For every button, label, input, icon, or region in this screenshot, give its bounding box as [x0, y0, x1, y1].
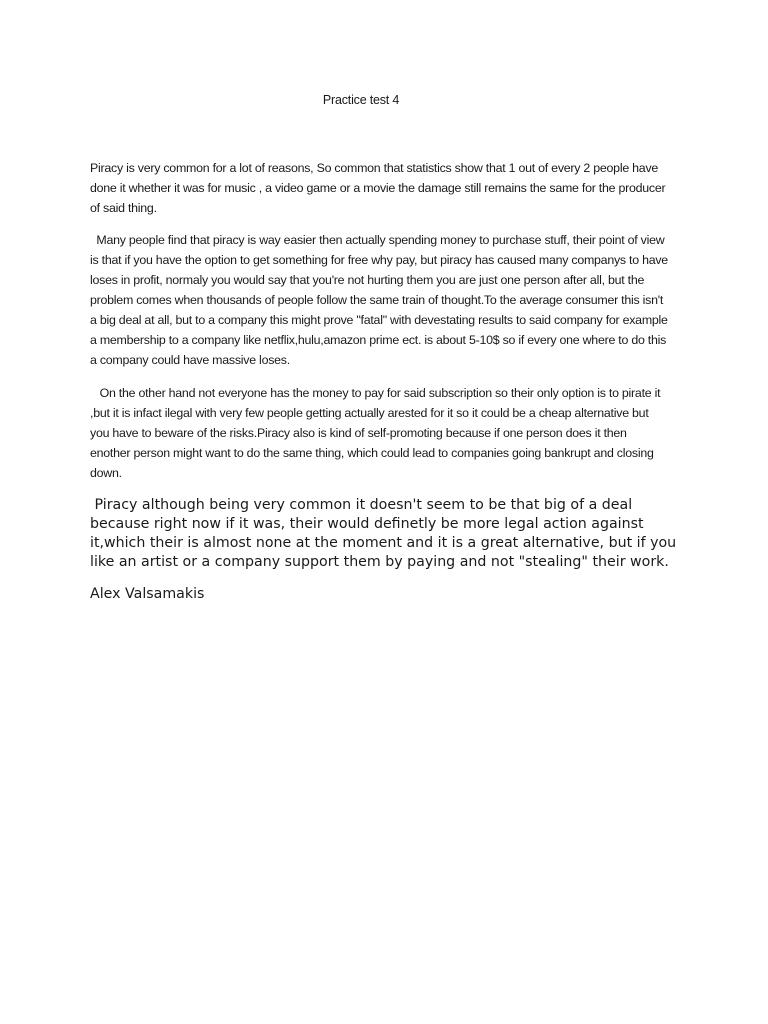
- paragraph-4: Piracy although being very common it doesn't seem to be that big of a deal because right now if it was, their would definetly be more legal action against it,which their is almost none at the moment and it is a great alternative, but if you like an artist or a company support them by paying and not "stealing" their work.: [90, 497, 681, 570]
- paragraph-1: Piracy is very common for a lot of reasons, So common that statistics show that 1 out of every 2 people have done it whether it was for music , a video game or a movie the damage still remains the same for the producer of said thing.: [90, 161, 669, 215]
- author-name: Alex Valsamakis: [90, 586, 205, 602]
- paragraph-3: On the other hand not everyone has the money to pay for said subscription so their only option is to pirate it ,but it is infact ilegal with very few people getting actually arested for it so it could be a cheap alternative but you have to beware of the risks.Piracy also is kind of self-promoting because if one person does it then enother person might want to do the same thing, which could lead to companies going bankrupt and closing down.: [90, 386, 664, 480]
- document-title: Practice test 4: [322, 93, 400, 107]
- paragraph-2: Many people find that piracy is way easier then actually spending money to purchase stuff, their point of view is that if you have the option to get something for free why pay, but piracy has caused many companys to have loses in profit, normaly you would say that you're not hurting them you are just one person after all, but the problem comes when thousands of people follow the same train of thought.To the average consumer this isn't a big deal at all, but to a company this might prove "fatal" with devestating results to said company for example a membership to a company like netflix,hulu,amazon prime ect. is about 5-10$ so if every one where to do this a company could have massive loses.: [90, 233, 672, 367]
